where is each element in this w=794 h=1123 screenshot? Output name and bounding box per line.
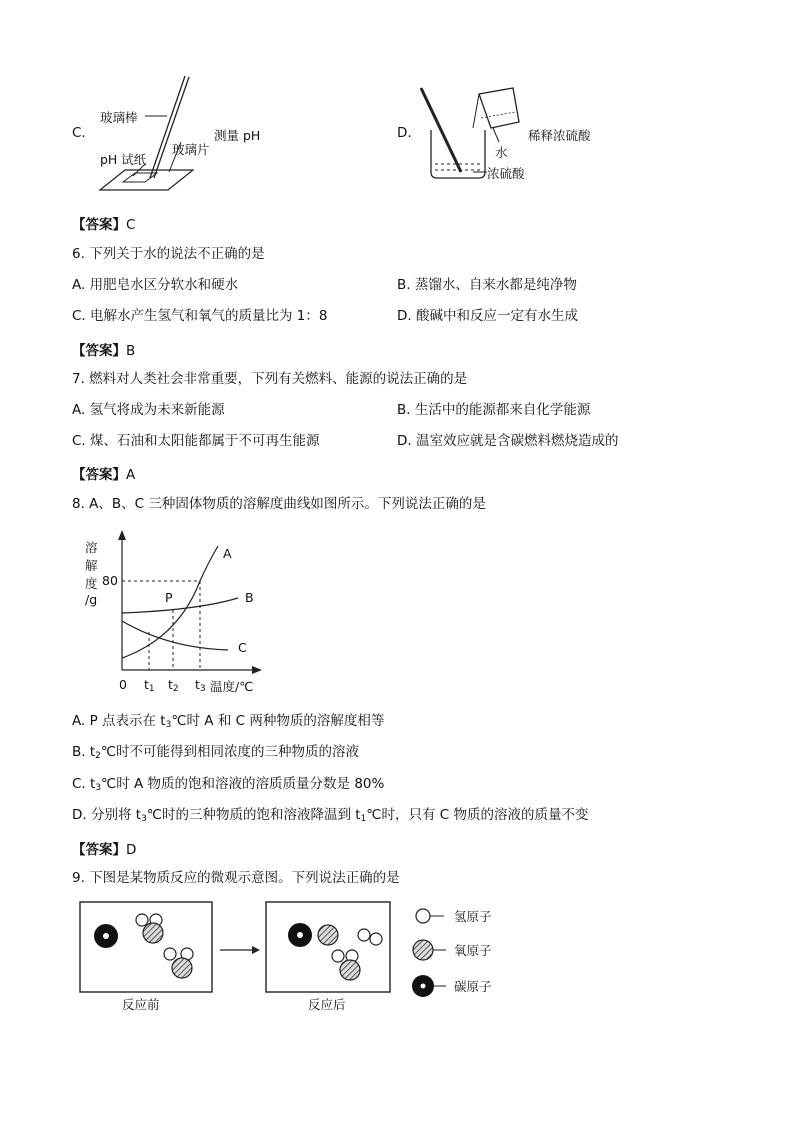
- q8-answer: [72, 838, 136, 858]
- q5-option-d-letter: D.: [397, 125, 412, 141]
- q8-stem: 8. A、B、C 三种固体物质的溶解度曲线如图所示。下列说法正确的是: [72, 496, 486, 512]
- hydrogen-label: 氢原子: [454, 909, 492, 924]
- q5-answer: [72, 213, 135, 233]
- x-tick-t3: $t_3$: [195, 677, 206, 694]
- q6-option-a: A. 用肥皂水区分软水和硬水: [72, 277, 239, 293]
- q7-stem: 7. 燃料对人类社会非常重要，下列有关燃料、能源的说法正确的是: [72, 371, 468, 387]
- series-b-label: B: [245, 590, 254, 605]
- glass-slide-label: 玻璃片: [172, 142, 210, 157]
- before-label: 反应前: [122, 997, 160, 1012]
- answer-value: A: [126, 467, 136, 483]
- glass-rod-label: 玻璃棒: [100, 110, 138, 125]
- answer-bracket: 【答案】: [72, 217, 126, 233]
- q9-stem: 9. 下图是某物质反应的微观示意图。下列说法正确的是: [72, 870, 400, 886]
- q8-option-d: D. 分别将 $t_3℃$时的三种物质的饱和溶液降温到 $t_1℃$时，只有 C 物质的溶液的质量不变: [72, 807, 589, 824]
- concentrated-acid-label: 浓硫酸: [487, 166, 525, 181]
- x-axis-label: 温度/℃: [210, 679, 254, 694]
- q7-answer: [72, 463, 135, 483]
- answer-bracket: 【答案】: [72, 842, 126, 858]
- y-label-char-2: 解: [85, 558, 98, 573]
- q7-option-d: D. 温室效应就是含碳燃料燃烧造成的: [397, 433, 619, 449]
- q6-stem: 6. 下列关于水的说法不正确的是: [72, 246, 265, 262]
- ph-measure-figure: [95, 72, 295, 202]
- q5-option-c-letter: C.: [72, 125, 86, 141]
- hydrogen-legend-icon: [416, 909, 430, 923]
- q6-option-d: D. 酸碱中和反应一定有水生成: [397, 308, 578, 324]
- curve-c: [122, 621, 228, 650]
- q8-option-b: B. $t_2℃$时不可能得到相同浓度的三种物质的溶液: [72, 744, 360, 761]
- x-tick-t2: $t_2$: [168, 677, 179, 694]
- y-label-char-1: 溶: [85, 540, 98, 555]
- y-tick-80: 80: [102, 573, 118, 588]
- q6-answer: [72, 339, 135, 359]
- answer-bracket: 【答案】: [72, 343, 126, 359]
- y-axis-arrow: [118, 530, 126, 540]
- after-box: [266, 902, 390, 992]
- oxygen-label: 氧原子: [454, 943, 492, 958]
- answer-bracket: 【答案】: [72, 467, 126, 483]
- ph-paper-label: pH 试纸: [100, 152, 147, 167]
- oxygen-legend-icon: [413, 940, 433, 960]
- answer-value: B: [126, 343, 136, 359]
- q7-option-b: B. 生活中的能源都来自化学能源: [397, 402, 591, 418]
- water-label: 水: [495, 145, 508, 160]
- answer-value: C: [126, 217, 136, 233]
- carbon-label: 碳原子: [454, 979, 492, 994]
- x-tick-0: 0: [119, 677, 127, 692]
- q8-option-a: A. P 点表示在 $t_3℃$时 A 和 C 两种物质的溶解度相等: [72, 713, 385, 730]
- measure-ph-label: 测量 pH: [214, 128, 261, 143]
- after-label: 反应后: [308, 997, 346, 1012]
- series-c-label: C: [238, 640, 247, 655]
- q7-option-a: A. 氢气将成为未来新能源: [72, 402, 225, 418]
- q6-option-c: C. 电解水产生氢气和氧气的质量比为 1：8: [72, 308, 328, 324]
- q7-option-c: C. 煤、石油和太阳能都属于不可再生能源: [72, 433, 320, 449]
- x-axis-arrow: [252, 666, 262, 674]
- x-tick-t1: $t_1$: [144, 677, 155, 694]
- q6-option-b: B. 蒸馏水、自来水都是纯净物: [397, 277, 577, 293]
- curve-b: [122, 598, 238, 613]
- solubility-chart: [78, 528, 278, 698]
- y-label-char-4: /g: [85, 592, 98, 607]
- y-label-char-3: 度: [85, 576, 98, 591]
- q8-option-c: C. $t_3℃$时 A 物质的饱和溶液的溶质质量分数是 80%: [72, 776, 385, 793]
- series-a-label: A: [223, 546, 232, 561]
- dilute-acid-label: 稀释浓硫酸: [528, 128, 591, 143]
- point-p-label: P: [165, 590, 173, 605]
- answer-value: D: [126, 842, 137, 858]
